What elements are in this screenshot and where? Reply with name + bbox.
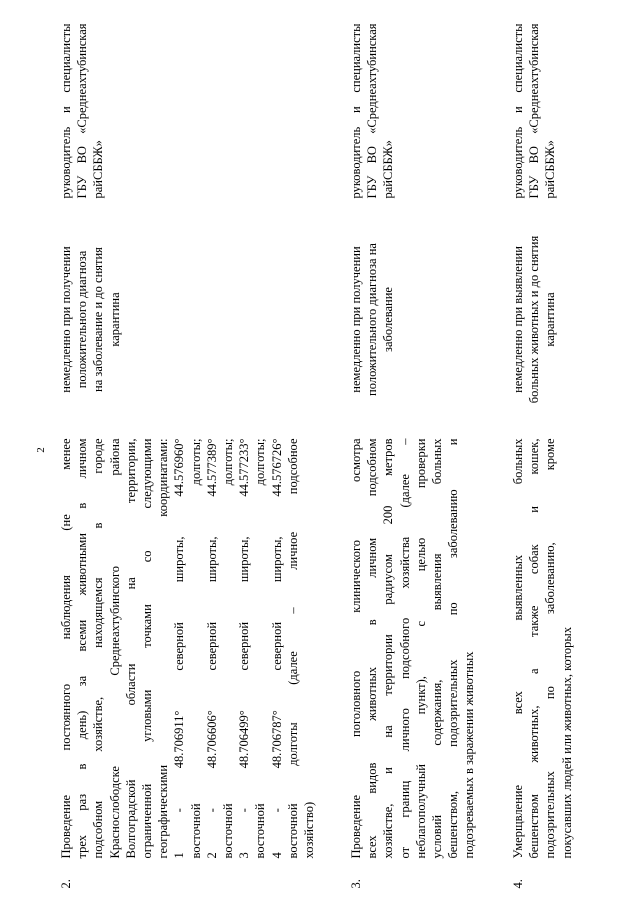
- row-number: 2.: [59, 879, 73, 889]
- text-line: ГБУ ВО «Среднеахтубинская: [75, 24, 90, 199]
- text-line: бешенством, подозрительных по заболеванию и: [446, 438, 461, 859]
- text-line: условий содержания, выявления больных: [430, 438, 445, 859]
- text-line: 2 - 48.706606° северной широты, 44.577389°: [204, 438, 219, 859]
- text-line: Умерщвление всех выявленных больных: [511, 438, 525, 859]
- text-line: 4 - 48.706787° северной широты, 44.576726°: [269, 438, 284, 859]
- text-line: ГБУ ВО «Среднеахтубинская: [527, 24, 542, 199]
- text-line: от границ личного подсобного хозяйства (далее –: [397, 438, 412, 859]
- text-line: подозреваемых в заражении животных: [462, 651, 477, 859]
- term-text: [58, 226, 123, 414]
- text-line: Проведение постоянного наблюдения (не менее: [59, 438, 73, 859]
- text-line: трех раз в день) за всеми животными в личном: [75, 438, 90, 859]
- text-line: подсобном хозяйстве, находящемся в городе: [91, 438, 106, 859]
- text-line: райСББЖ»: [91, 140, 106, 199]
- text-line: положительного диагноза на: [365, 243, 380, 396]
- responsible-text: [58, 24, 107, 199]
- text-line: подозрительных по заболеванию, кроме: [543, 438, 558, 859]
- text-line: карантина: [543, 292, 558, 347]
- text-line: на заболевание и до снятия: [91, 247, 106, 392]
- text-line: руководитель и специалисты: [511, 24, 525, 199]
- text-line: руководитель и специалисты: [349, 24, 363, 199]
- term-text: [348, 226, 397, 414]
- text-line: немедленно при получении: [349, 246, 363, 393]
- activity-text: [510, 439, 575, 859]
- text-line: больных животных и до снятия: [527, 235, 542, 404]
- text-line: карантина: [107, 292, 122, 347]
- text-line: бешенством животных, а также собак и кошек,: [527, 438, 542, 859]
- text-line: заболевание: [381, 287, 396, 352]
- text-line: Краснослободске Среднеахтубинского района: [107, 438, 122, 859]
- row-number: 4.: [511, 879, 525, 889]
- term-text: [510, 226, 559, 414]
- row-number: 3.: [349, 879, 363, 889]
- text-line: хозяйство): [302, 801, 317, 859]
- responsible-text: [510, 24, 559, 199]
- text-line: немедленно при выявлении: [511, 246, 525, 393]
- text-line: ГБУ ВО «Среднеахтубинская: [365, 24, 380, 199]
- text-line: восточной долготы (далее – личное подсобное: [285, 438, 300, 859]
- responsible-text: [348, 24, 397, 199]
- text-line: 3 - 48.706499° северной широты, 44.577233°: [237, 438, 252, 859]
- text-line: Проведение поголовного клинического осмотра: [349, 438, 363, 859]
- text-line: покусавших людей или животных, которых: [559, 626, 574, 859]
- text-line: восточной долготы;: [253, 438, 268, 859]
- page-number: 2: [34, 447, 47, 453]
- text-line: неблагополучный пункт), с целью проверки: [413, 438, 428, 859]
- text-line: немедленно при получении: [59, 246, 73, 393]
- text-line: ограниченной угловыми точками со следующими: [140, 438, 155, 859]
- text-line: райСББЖ»: [543, 140, 558, 199]
- text-line: восточной долготы;: [221, 438, 236, 859]
- text-line: географическими координатами:: [156, 438, 171, 859]
- text-line: всех видов животных в личном подсобном: [365, 438, 380, 859]
- text-line: 1 - 48.706911° северной широты, 44.576960°: [172, 438, 187, 859]
- text-line: руководитель и специалисты: [59, 24, 73, 199]
- measures-table: [58, 24, 618, 889]
- document-page: [58, 24, 618, 889]
- activity-text: [348, 439, 478, 859]
- text-line: райСББЖ»: [381, 140, 396, 199]
- text-line: хозяйстве, и на территории радиусом 200 метров: [381, 438, 396, 859]
- activity-text: [58, 439, 317, 859]
- text-line: положительного диагноза: [75, 250, 90, 389]
- text-line: восточной долготы;: [188, 438, 203, 859]
- text-line: Волгоградской области на территории,: [123, 438, 138, 859]
